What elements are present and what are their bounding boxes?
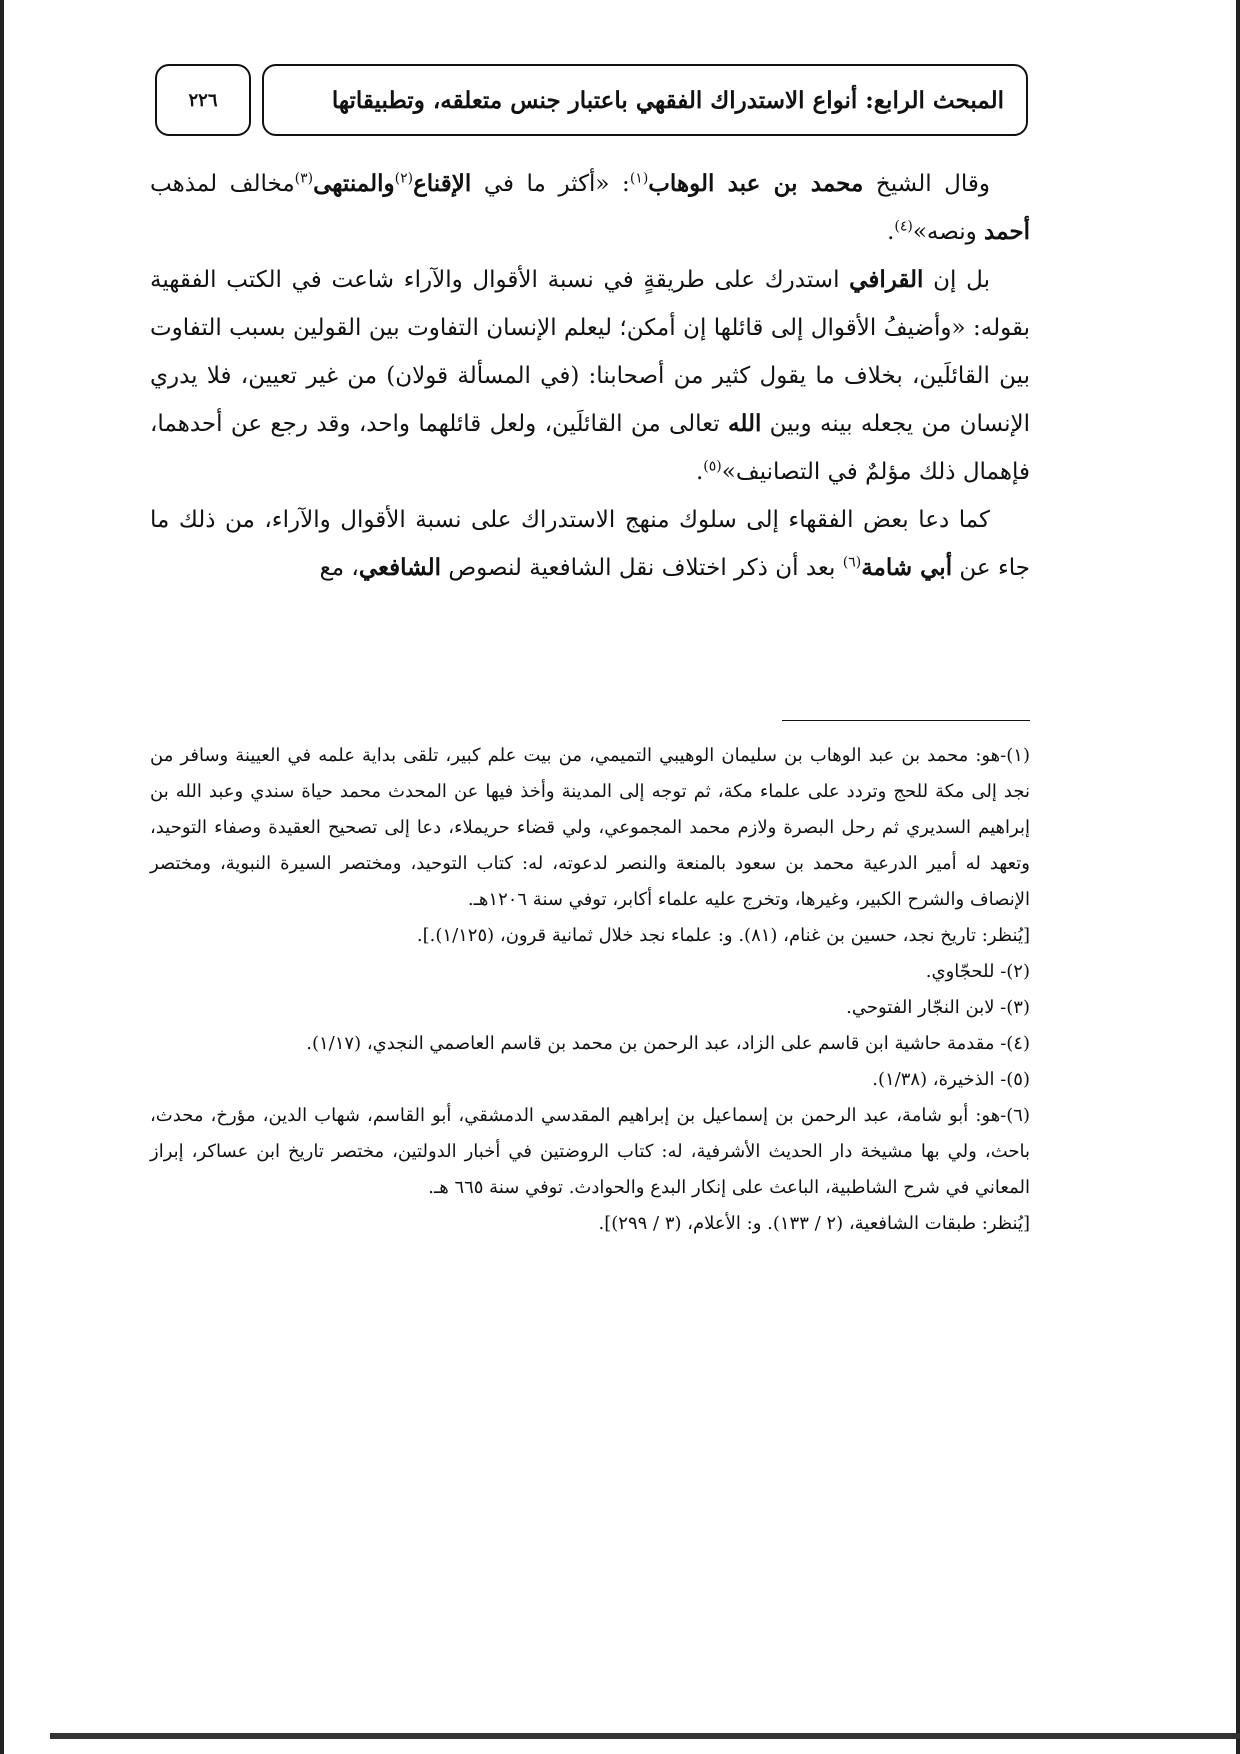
text-run: وقال الشيخ (863, 171, 990, 197)
book-iqna: الإقناع (413, 170, 472, 197)
footnote-5: (٥)- الذخيرة، (١/٣٨). (872, 1069, 1030, 1090)
text-run: : «أكثر ما في (471, 171, 630, 197)
text-run: . (695, 459, 704, 485)
footnote-6: (٦)-هو: أبو شامة، عبد الرحمن بن إسماعيل بن إبراهيم المقدسي الدمشقي، أبو القاسم، شهاب الدين، مؤرخ، محدث، باحث، ولي بها مشيخة دار الحديث الأشرفية، له: كتاب الروضتين في أخبار الدولتين، مختصر تاريخ ابن عساكر، إبراز المعاني في شرح الشاطبية، الباعث على إنكار البدع والحوادث. توفي سنة ٦٦٥ هـ. (150, 1105, 1030, 1198)
book-muntaha: والمنتهى (313, 170, 395, 197)
footnote-3: (٣)- لابن النجّار الفتوحي. (846, 997, 1030, 1018)
footnote-ref-5[interactable]: (٥) (703, 458, 722, 475)
word-allah: الله (728, 410, 762, 437)
text-run: تعالى من القائلَين، ولعل قائلهما واحد، وقد رجع عن أحدهما، فإهمال ذلك مؤلمٌ في التصانيف» (150, 411, 1030, 485)
text-run: استدرك على طريقةٍ في نسبة الأقوال والآراء شاعت في الكتب الفقهية بقوله: «وأضيفُ الأقوال إلى قائلها إن أمكن؛ ليعلم الإنسان التفاوت بين القولين بسبب التفاوت بين القائلَين، بخلاف ما يقول كثير من أصحابنا: (في المسألة قولان) من غير تعيين، فلا يدري الإنسان من يجعله بينه وبين (150, 267, 1030, 437)
text-run: كما دعا بعض الفقهاء إلى سلوك منهج الاستدراك على نسبة الأقوال والآراء، من ذلك ما جاء عن (150, 507, 1030, 581)
running-header-title: المبحث الرابع: أنواع الاستدراك الفقهي باعتبار جنس متعلقه، وتطبيقاتها (262, 64, 1028, 136)
paragraph-2 (150, 256, 1030, 496)
footnote-separator (782, 720, 1030, 721)
footnote-ref-6[interactable]: (٦) (842, 554, 862, 571)
name-mohammed-ibn-abdulwahhab: محمد بن عبد الوهاب (648, 170, 864, 197)
text-run: بل إن (923, 267, 990, 293)
name-qarafi: القرافي (849, 266, 924, 293)
footnote-ref-1[interactable]: (١) (629, 170, 649, 187)
name-shafii: الشافعي (358, 554, 442, 581)
footnote-2: (٢)- للحجّاوي. (925, 961, 1030, 982)
text-run: . (887, 219, 895, 245)
text-run: مخالف لمذهب (150, 171, 295, 197)
text-run: بعد أن ذكر اختلاف نقل الشافعية لنصوص (441, 555, 843, 581)
name-abu-shama: أبي شامة (861, 554, 953, 581)
footnotes (150, 738, 1030, 1242)
paragraph-3 (150, 496, 1030, 592)
footnote-1-reference: [يُنظر: تاريخ نجد، حسين بن غنام، (٨١). و: علماء نجد خلال ثمانية قرون، (١/١٢٥).]. (416, 925, 1030, 946)
name-ahmad: أحمد (984, 218, 1030, 245)
text-run: ، مع (319, 555, 359, 581)
footnote-6-reference: [يُنظر: طبقات الشافعية، (٢ / ١٣٣). و: الأعلام، (٣ / ٢٩٩)]. (598, 1213, 1030, 1234)
footnote-ref-4[interactable]: (٤) (894, 218, 913, 235)
footnote-ref-3[interactable]: (٣) (294, 170, 314, 187)
footnote-4: (٤)- مقدمة حاشية ابن قاسم على الزاد، عبد الرحمن بن محمد بن قاسم العاصمي النجدي، (١/١٧). (306, 1033, 1030, 1054)
text-run: ونصه» (912, 219, 985, 245)
footnote-ref-2[interactable]: (٢) (394, 170, 414, 187)
page-number: ٢٢٦ (155, 64, 251, 136)
footnote-1: (١)-هو: محمد بن عبد الوهاب بن سليمان الوهيبي التميمي، من بيت علم كبير، تلقى بداية علمه في العيينة وسافر من نجد إلى مكة للحج وتردد على علماء مكة، ثم توجه إلى المدينة وأخذ فيها عن المحدث محمد حياة سندي وعبد الله بن إبراهيم السديري ثم رحل البصرة ولازم محمد المجموعي، ولي قضاء حريملاء، دعا إلى تصحيح العقيدة وصفاء التوحيد، وتعهد له أمير الدرعية محمد بن سعود بالمنعة والنصر لدعوته، له: كتاب التوحيد، ومختصر السيرة النبوية، ومختصر الإنصاف والشرح الكبير، وغيرها، وتخرج عليه علماء أكابر، توفي سنة ١٢٠٦هـ. (150, 745, 1030, 910)
main-text (150, 160, 1030, 592)
paragraph-1 (150, 160, 1030, 256)
